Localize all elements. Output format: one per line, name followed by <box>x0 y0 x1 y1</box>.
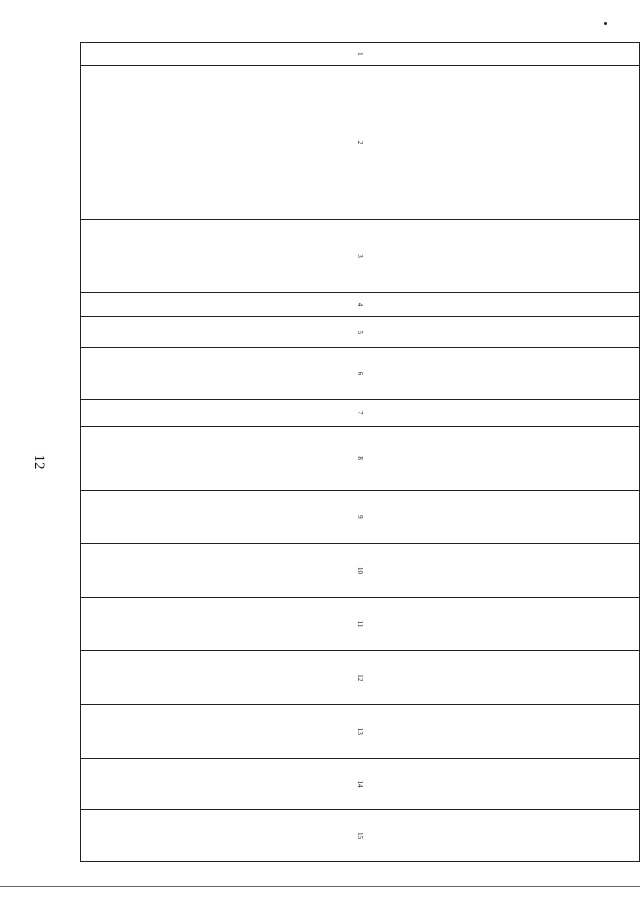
col-num: 5 <box>81 317 640 348</box>
page-number: 12 <box>31 454 47 470</box>
col-num: 13 <box>81 705 640 759</box>
col-num: 4 <box>81 292 640 317</box>
scan-speck <box>604 22 607 25</box>
column-number-row <box>81 43 640 862</box>
col-num: 6 <box>81 348 640 400</box>
document-page <box>80 42 640 862</box>
col-num: 12 <box>81 651 640 705</box>
col-num: 9 <box>81 490 640 544</box>
col-num: 10 <box>81 544 640 598</box>
col-num: 2 <box>81 65 640 220</box>
col-num: 8 <box>81 426 640 490</box>
col-num: 14 <box>81 758 640 810</box>
budget-table <box>80 42 640 862</box>
col-num: 15 <box>81 810 640 862</box>
rotated-table-wrapper <box>80 42 640 862</box>
col-num: 7 <box>81 399 640 426</box>
col-num: 11 <box>81 597 640 651</box>
col-num: 1 <box>81 43 640 66</box>
col-num: 3 <box>81 220 640 292</box>
bottom-rule <box>0 886 640 887</box>
